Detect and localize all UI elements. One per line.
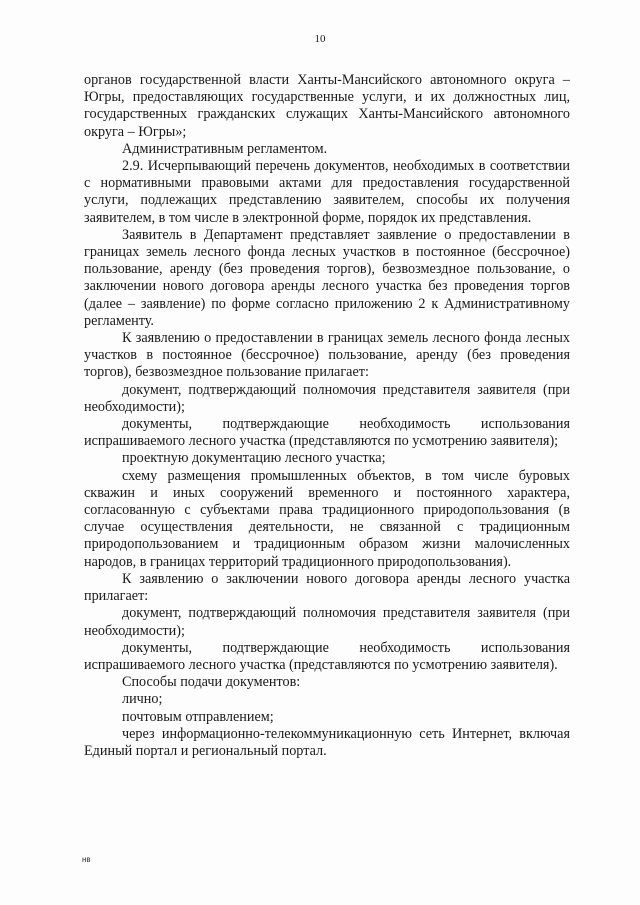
paragraph-4: Заявитель в Департамент представляет заявление о предоставлении в границах земель лесного фонда лесных участков в постоянное (бессрочное) пользование, аренду (без проведения торгов), безвозмездное пользование, о заключении нового договора аренды лесного участка без проведения торгов (далее – заявление) по форме согласно приложению 2 к Административному регламенту. xyxy=(84,226,570,329)
paragraph-11: документ, подтверждающий полномочия представителя заявителя (при необходимости); xyxy=(84,605,570,639)
paragraph-2: Административным регламентом. xyxy=(122,140,328,157)
paragraph-5: К заявлению о предоставлении в границах земель лесного фонда лесных участков в постоянное (бессрочное) пользование, аренду (без проведения торгов), безвозмездное пользование прилагает: xyxy=(84,330,570,381)
paragraph-1: органов государственной власти Ханты-Мансийского автономного округа – Югры, предоставляющих государственные услуги, и их должностных лиц, государственных гражданских служащих Ханты-Мансийского автономного округа – Югры»; xyxy=(84,72,570,140)
paragraph-15: почтовым отправлением; xyxy=(122,708,274,725)
paragraph-13: Способы подачи документов: xyxy=(122,674,301,691)
page-number: 10 xyxy=(314,33,326,45)
paragraph-10: К заявлению о заключении нового договора аренды лесного участка прилагает: xyxy=(84,570,570,605)
document-body xyxy=(84,72,570,760)
paragraph-12: документы, подтверждающие необходимость использования испрашиваемого лесного участка (представляются по усмотрению заявителя). xyxy=(84,639,570,673)
paragraph-9: схему размещения промышленных объектов, в том числе буровых скважин и иных сооружений временного и постоянного характера, согласованную с субъектами права традиционного природопользования (в случае осуществления деятельности, не связанной с традиционным природопользованием и традиционным образом жизни малочисленных народов, в границах территорий традиционного природопользования). xyxy=(84,467,570,570)
footer-mark: нв xyxy=(82,855,91,864)
paragraph-3-section-2-9: 2.9. Исчерпывающий перечень документов, необходимых в соответствии с нормативными правовыми актами для предоставления государственной услуги, подлежащих представлению заявителем, способы их получения заявителем, в том числе в электронной форме, порядок их представления. xyxy=(84,158,570,226)
paragraph-7: документы, подтверждающие необходимость использования испрашиваемого лесного участка (представляются по усмотрению заявителя); xyxy=(84,416,570,450)
paragraph-14: лично; xyxy=(122,691,163,708)
paragraph-16: через информационно-телекоммуникационную сеть Интернет, включая Единый портал и региональный портал. xyxy=(84,725,570,759)
paragraph-6: документ, подтверждающий полномочия представителя заявителя (при необходимости); xyxy=(84,381,570,415)
paragraph-8: проектную документацию лесного участка; xyxy=(122,450,386,467)
